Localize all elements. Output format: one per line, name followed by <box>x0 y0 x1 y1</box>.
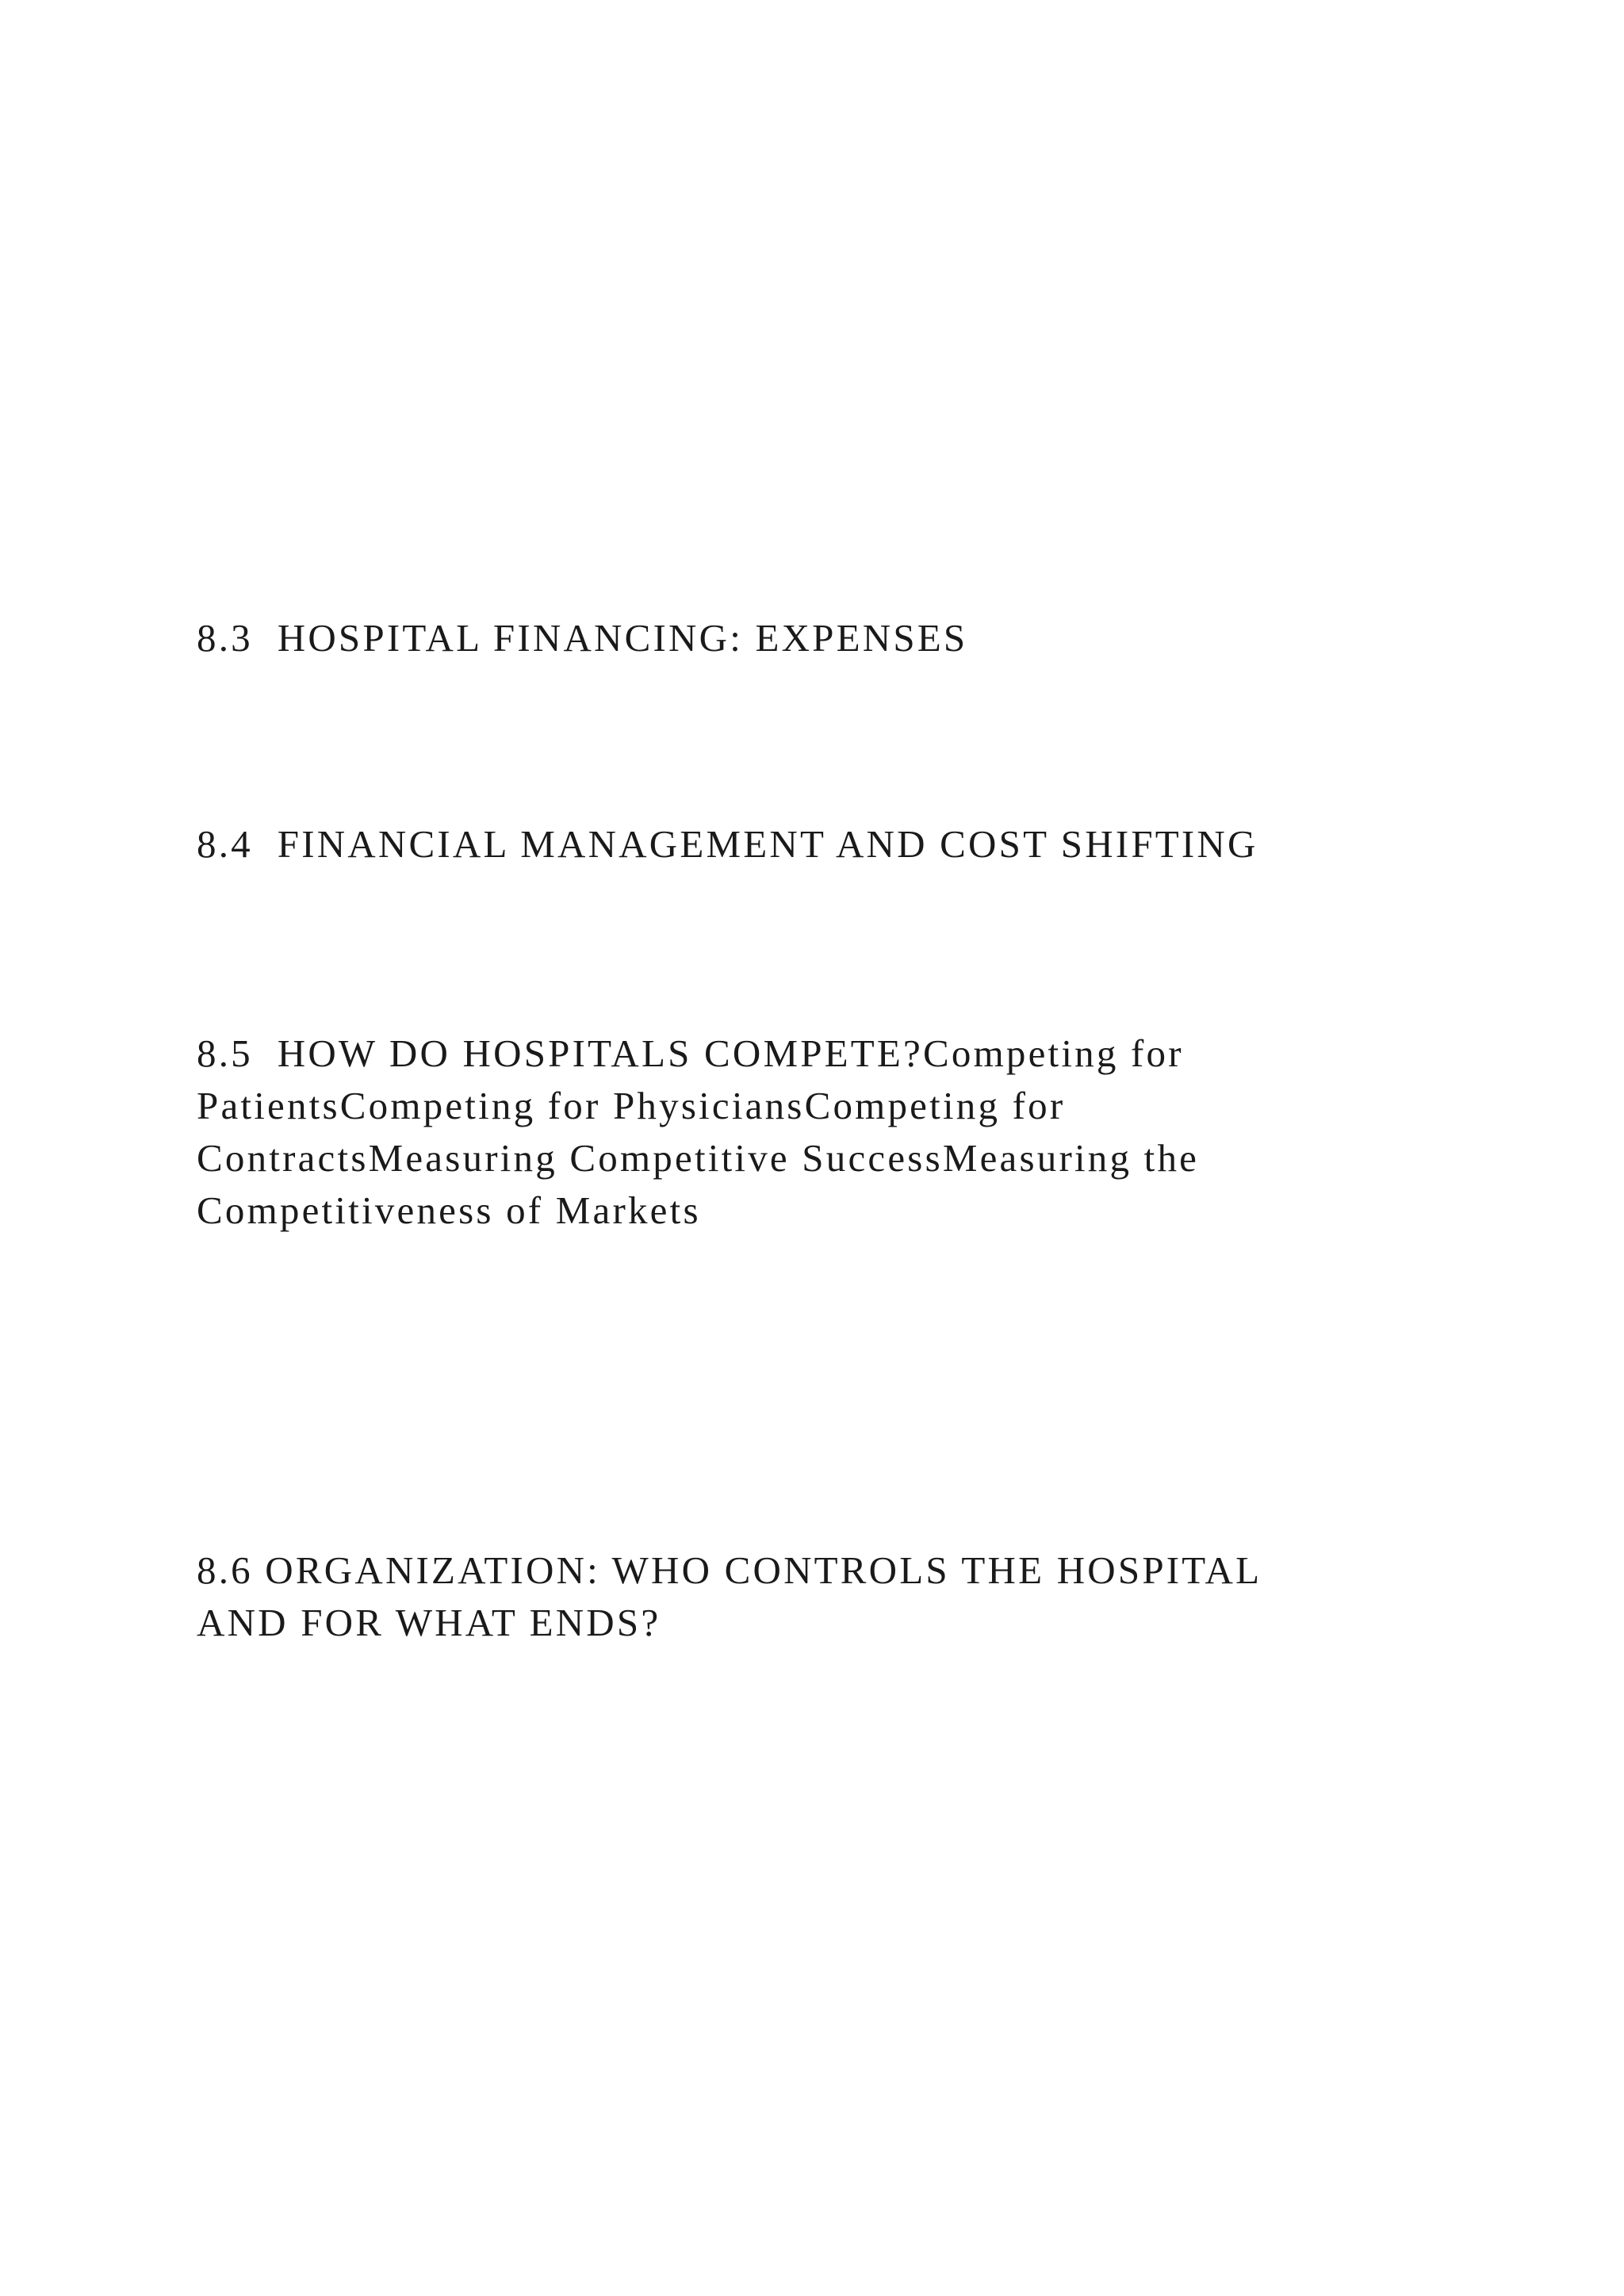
section-line: ContractsMeasuring Competitive SuccessMeasuring the <box>197 1136 1200 1180</box>
section-heading-8-6 <box>197 1544 1434 1649</box>
section-heading-8-3 <box>197 612 1434 664</box>
section-line: Competitiveness of Markets <box>197 1188 701 1232</box>
section-line: 8.5 HOW DO HOSPITALS COMPETE?Competing for <box>197 1031 1184 1075</box>
section-line: AND FOR WHAT ENDS? <box>197 1601 661 1644</box>
section-heading-8-4 <box>197 818 1434 871</box>
section-heading-8-5 <box>197 1027 1434 1237</box>
section-line: 8.6 ORGANIZATION: WHO CONTROLS THE HOSPITAL <box>197 1548 1262 1592</box>
section-line: 8.4 FINANCIAL MANAGEMENT AND COST SHIFTING <box>197 822 1258 866</box>
section-line: 8.3 HOSPITAL FINANCING: EXPENSES <box>197 616 968 660</box>
section-line: PatientsCompeting for PhysiciansCompeting for <box>197 1084 1066 1127</box>
